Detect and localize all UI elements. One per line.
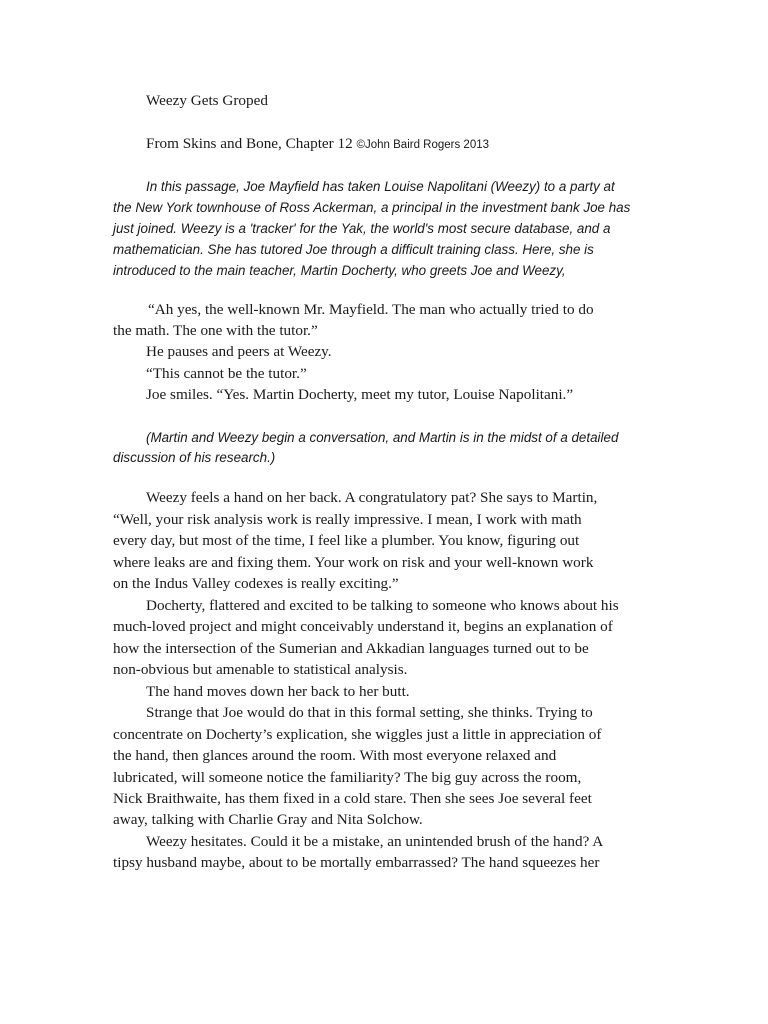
body-line: tipsy husband maybe, about to be mortally embarrassed? The hand squeezes her — [113, 854, 600, 871]
body-line: Nick Braithwaite, has them fixed in a cold stare. Then she sees Joe several feet — [113, 790, 592, 807]
body-line: lubricated, will someone notice the familiarity? The big guy across the room, — [113, 769, 582, 786]
body-line: “Well, your risk analysis work is really impressive. I mean, I work with math — [113, 511, 582, 528]
dialogue-line: “Ah yes, the well-known Mr. Mayfield. The man who actually tried to do — [148, 301, 594, 318]
body-line: the hand, then glances around the room. With most everyone relaxed and — [113, 747, 557, 764]
intro-line: introduced to the main teacher, Martin Docherty, who greets Joe and Weezy, — [113, 263, 566, 278]
body-line: much-loved project and might conceivably understand it, begins an explanation of — [113, 618, 613, 635]
document-source — [146, 136, 489, 152]
body-line: where leaks are and fixing them. Your work on risk and your well-known work — [113, 554, 594, 571]
body-line: away, talking with Charlie Gray and Nita Solchow. — [113, 811, 423, 828]
body-line: Strange that Joe would do that in this formal setting, she thinks. Trying to — [146, 704, 593, 721]
dialogue-line: Joe smiles. “Yes. Martin Docherty, meet my tutor, Louise Napolitani.” — [146, 386, 574, 403]
body-line: The hand moves down her back to her butt. — [146, 683, 410, 700]
body-line: every day, but most of the time, I feel like a plumber. You know, figuring out — [113, 532, 580, 549]
document-title: Weezy Gets Groped — [146, 92, 268, 109]
dialogue-line: “This cannot be the tutor.” — [146, 365, 307, 382]
body-line: Weezy feels a hand on her back. A congratulatory pat? She says to Martin, — [146, 489, 598, 506]
interlude-line: (Martin and Weezy begin a conversation, and Martin is in the midst of a detailed — [146, 430, 619, 445]
intro-line: just joined. Weezy is a 'tracker' for the Yak, the world's most secure database, and a — [113, 221, 611, 236]
body-line: how the intersection of the Sumerian and Akkadian languages turned out to be — [113, 640, 589, 657]
dialogue-line: the math. The one with the tutor.” — [113, 322, 318, 339]
body-line: Weezy hesitates. Could it be a mistake, an unintended brush of the hand? A — [146, 833, 604, 850]
body-line: concentrate on Docherty’s explication, she wiggles just a little in appreciation of — [113, 726, 602, 743]
dialogue-line: He pauses and peers at Weezy. — [146, 343, 332, 360]
body-line: on the Indus Valley codexes is really exciting.” — [113, 575, 399, 592]
copyright-notice: ©John Baird Rogers 2013 — [356, 139, 490, 151]
intro-line: mathematician. She has tutored Joe through a difficult training class. Here, she is — [113, 242, 594, 257]
intro-line: the New York townhouse of Ross Ackerman, a principal in the investment bank Joe has — [113, 200, 631, 215]
intro-line: In this passage, Joe Mayfield has taken Louise Napolitani (Weezy) to a party at — [146, 179, 615, 194]
source-chapter: From Skins and Bone, Chapter 12 — [146, 135, 353, 152]
interlude-line: discussion of his research.) — [113, 450, 276, 465]
body-line: Docherty, flattered and excited to be talking to someone who knows about his — [146, 597, 619, 614]
body-line: non-obvious but amenable to statistical analysis. — [113, 661, 408, 678]
